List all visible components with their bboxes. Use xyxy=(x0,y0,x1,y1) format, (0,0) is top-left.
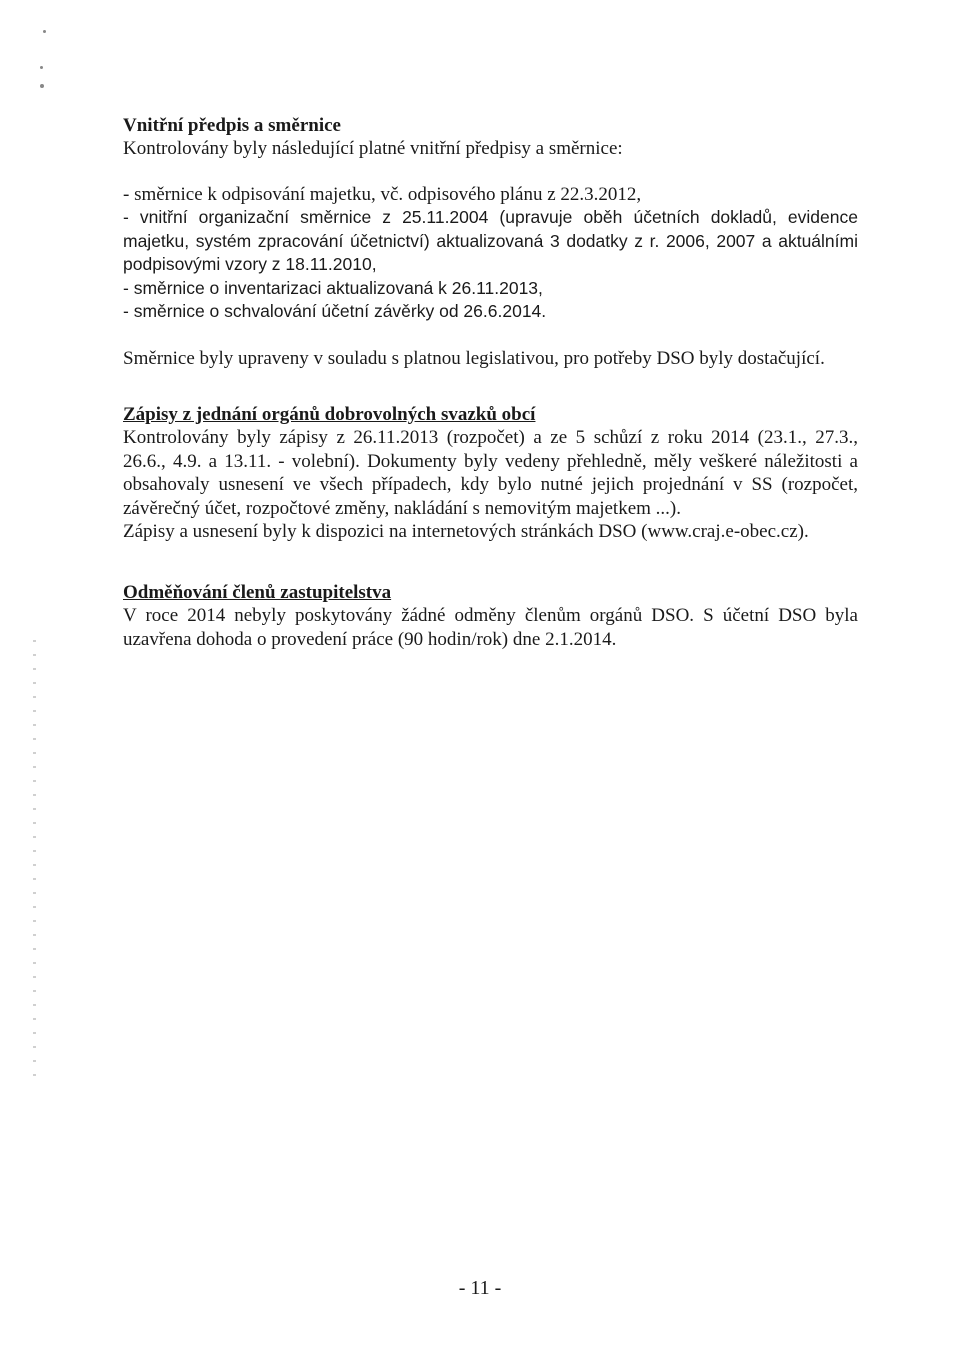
list-item-continued: majetku, systém zpracování účetnictví) aktualizovaná 3 dodatky z r. 2006, 2007 a aktuálními xyxy=(123,230,858,251)
scan-speck xyxy=(40,84,44,88)
scan-speck xyxy=(40,66,43,69)
paragraph-line: obsahovaly usnesení ve všech případech, kdy bylo nutné jejich projednání v SS (rozpočet, xyxy=(123,474,858,495)
section-title: Zápisy z jednání orgánů dobrovolných svazků obcí xyxy=(123,404,536,425)
scan-margin-noise xyxy=(33,640,36,1080)
list-item: - vnitřní organizační směrnice z 25.11.2004 (upravuje oběh účetních dokladů, evidence xyxy=(123,207,858,227)
section-council-remuneration xyxy=(123,581,858,651)
section-summary: Směrnice byly upraveny v souladu s platnou legislativou, pro potřeby DSO byly dostačující. xyxy=(123,347,825,369)
list-item: - směrnice k odpisování majetku, vč. odpisového plánu z 22.3.2012, xyxy=(123,183,642,205)
scan-speck xyxy=(43,30,46,33)
list-item: - směrnice o inventarizaci aktualizovaná k 26.11.2013, xyxy=(123,277,543,298)
section-title: Odměňování členů zastupitelstva xyxy=(123,582,392,603)
page-number: - 11 - xyxy=(458,1277,502,1299)
paragraph-line: závěrečný účet, rozpočtové změny, nakládání s nemovitým majetkem ...). xyxy=(123,497,681,519)
paragraph-line: Zápisy a usnesení byly k dispozici na internetových stránkách DSO (www.craj.e-obec.cz). xyxy=(123,521,809,542)
paragraph-line: uzavřena dohoda o provedení práce (90 hodin/rok) dne 2.1.2014. xyxy=(123,628,617,650)
section-meeting-minutes xyxy=(123,403,858,544)
list-item: - směrnice o schvalování účetní závěrky od 26.6.2014. xyxy=(123,301,547,321)
list-item-continued: podpisovými vzory z 18.11.2010, xyxy=(123,254,377,274)
paragraph-line: V roce 2014 nebyly poskytovány žádné odměny členům orgánů DSO. S účetní DSO byla xyxy=(123,605,858,626)
section-title: Vnitřní předpis a směrnice xyxy=(123,115,341,136)
section-intro: Kontrolovány byly následující platné vnitřní předpisy a směrnice: xyxy=(123,138,623,159)
section-internal-regulations xyxy=(123,114,858,370)
paragraph-line: Kontrolovány byly zápisy z 26.11.2013 (rozpočet) a ze 5 schůzí z roku 2014 (23.1., 27.3., xyxy=(123,427,858,448)
paragraph-line: 26.6., 4.9. a 13.11. - volební). Dokumenty byly vedeny přehledně, měly veškeré náležitosti a xyxy=(123,450,858,472)
